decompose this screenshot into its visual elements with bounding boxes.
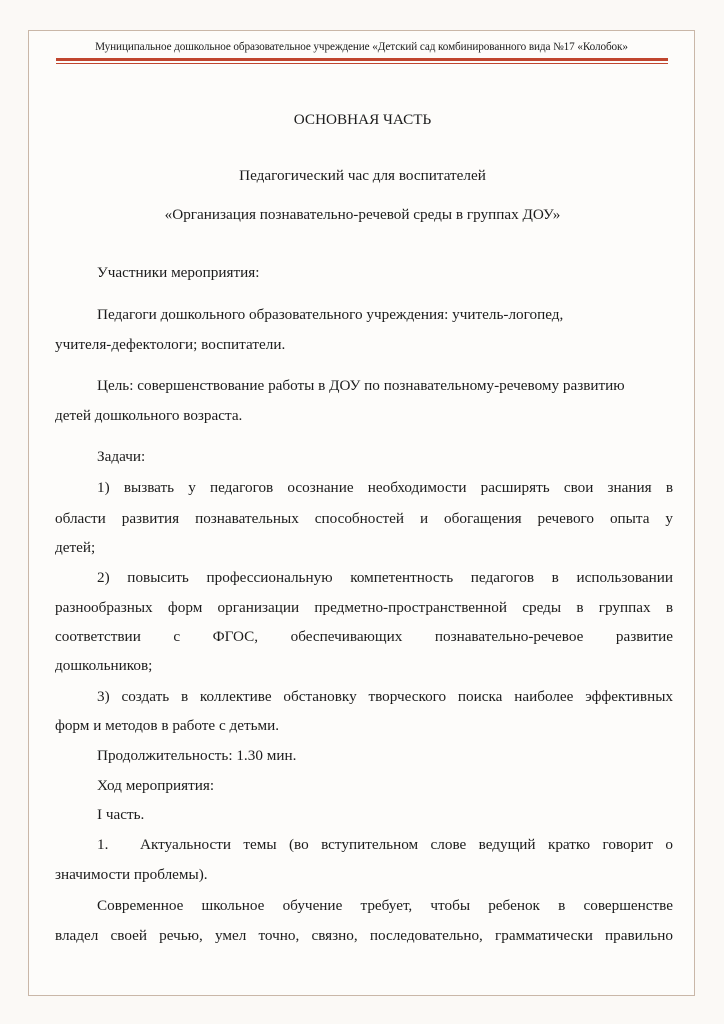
item-1-text: Актуальности темы (во вступительном слове ведущий кратко говорит о [140, 836, 673, 853]
goal-line-2: детей дошкольного возраста. [55, 407, 243, 424]
item-1-number: 1. [97, 836, 109, 853]
task-1-line-3: детей; [55, 539, 96, 556]
task-2-line-1: 2) повысить профессиональную компетентность педагогов в использовании [97, 569, 673, 586]
word: соответствии [55, 628, 141, 645]
task-2-line-2: разнообразных форм организации предметно-пространственной среды в группах в [55, 599, 673, 616]
task-3-line-1: 3) создать в коллективе обстановку творческого поиска наиболее эффективных [97, 688, 673, 705]
paragraph-line-2: владел своей речью, умел точно, связно, последовательно, грамматически правильно [55, 927, 673, 944]
part-1-heading: I часть. [97, 806, 145, 823]
task-2-line-4: дошкольников; [55, 657, 153, 674]
section-title: ОСНОВНАЯ ЧАСТЬ [293, 111, 432, 128]
header-rule [56, 58, 668, 61]
course-heading: Ход мероприятия: [97, 777, 215, 794]
task-3-line-2: форм и методов в работе с детьми. [55, 717, 280, 734]
task-1-line-1: 1) вызвать у педагогов осознание необходимости расширять свои знания в [97, 479, 673, 496]
task-1-line-2: области развития познавательных способностей и обогащения речевого опыта у [55, 510, 673, 527]
word: познавательно-речевое [434, 628, 584, 645]
event-title: «Организация познавательно-речевой среды в группах ДОУ» [164, 206, 561, 223]
word: обеспечивающих [290, 628, 403, 645]
event-type: Педагогический час для воспитателей [239, 167, 486, 184]
participants-heading: Участники мероприятия: [97, 264, 260, 281]
item-1-line-2: значимости проблемы). [55, 866, 208, 883]
goal-line-1: Цель: совершенствование работы в ДОУ по познавательному-речевому развитию [97, 377, 625, 394]
institution-header: Муниципальное дошкольное образовательное учреждение «Детский сад комбинированного вида №17 «Колобок» [95, 41, 628, 53]
participants-line-2: учителя-дефектологи; воспитатели. [55, 336, 286, 353]
paragraph-line-1: Современное школьное обучение требует, чтобы ребенок в совершенстве [97, 897, 673, 914]
task-2-line-3 [55, 628, 673, 646]
word: с [173, 628, 181, 645]
tasks-heading: Задачи: [97, 448, 146, 465]
duration: Продолжительность: 1.30 мин. [97, 747, 297, 764]
header-rule-thin [56, 63, 668, 64]
participants-line-1: Педагоги дошкольного образовательного учреждения: учитель-логопед, [97, 306, 564, 323]
word: развитие [615, 628, 673, 645]
document-page [28, 30, 695, 996]
word: ФГОС, [212, 628, 259, 645]
